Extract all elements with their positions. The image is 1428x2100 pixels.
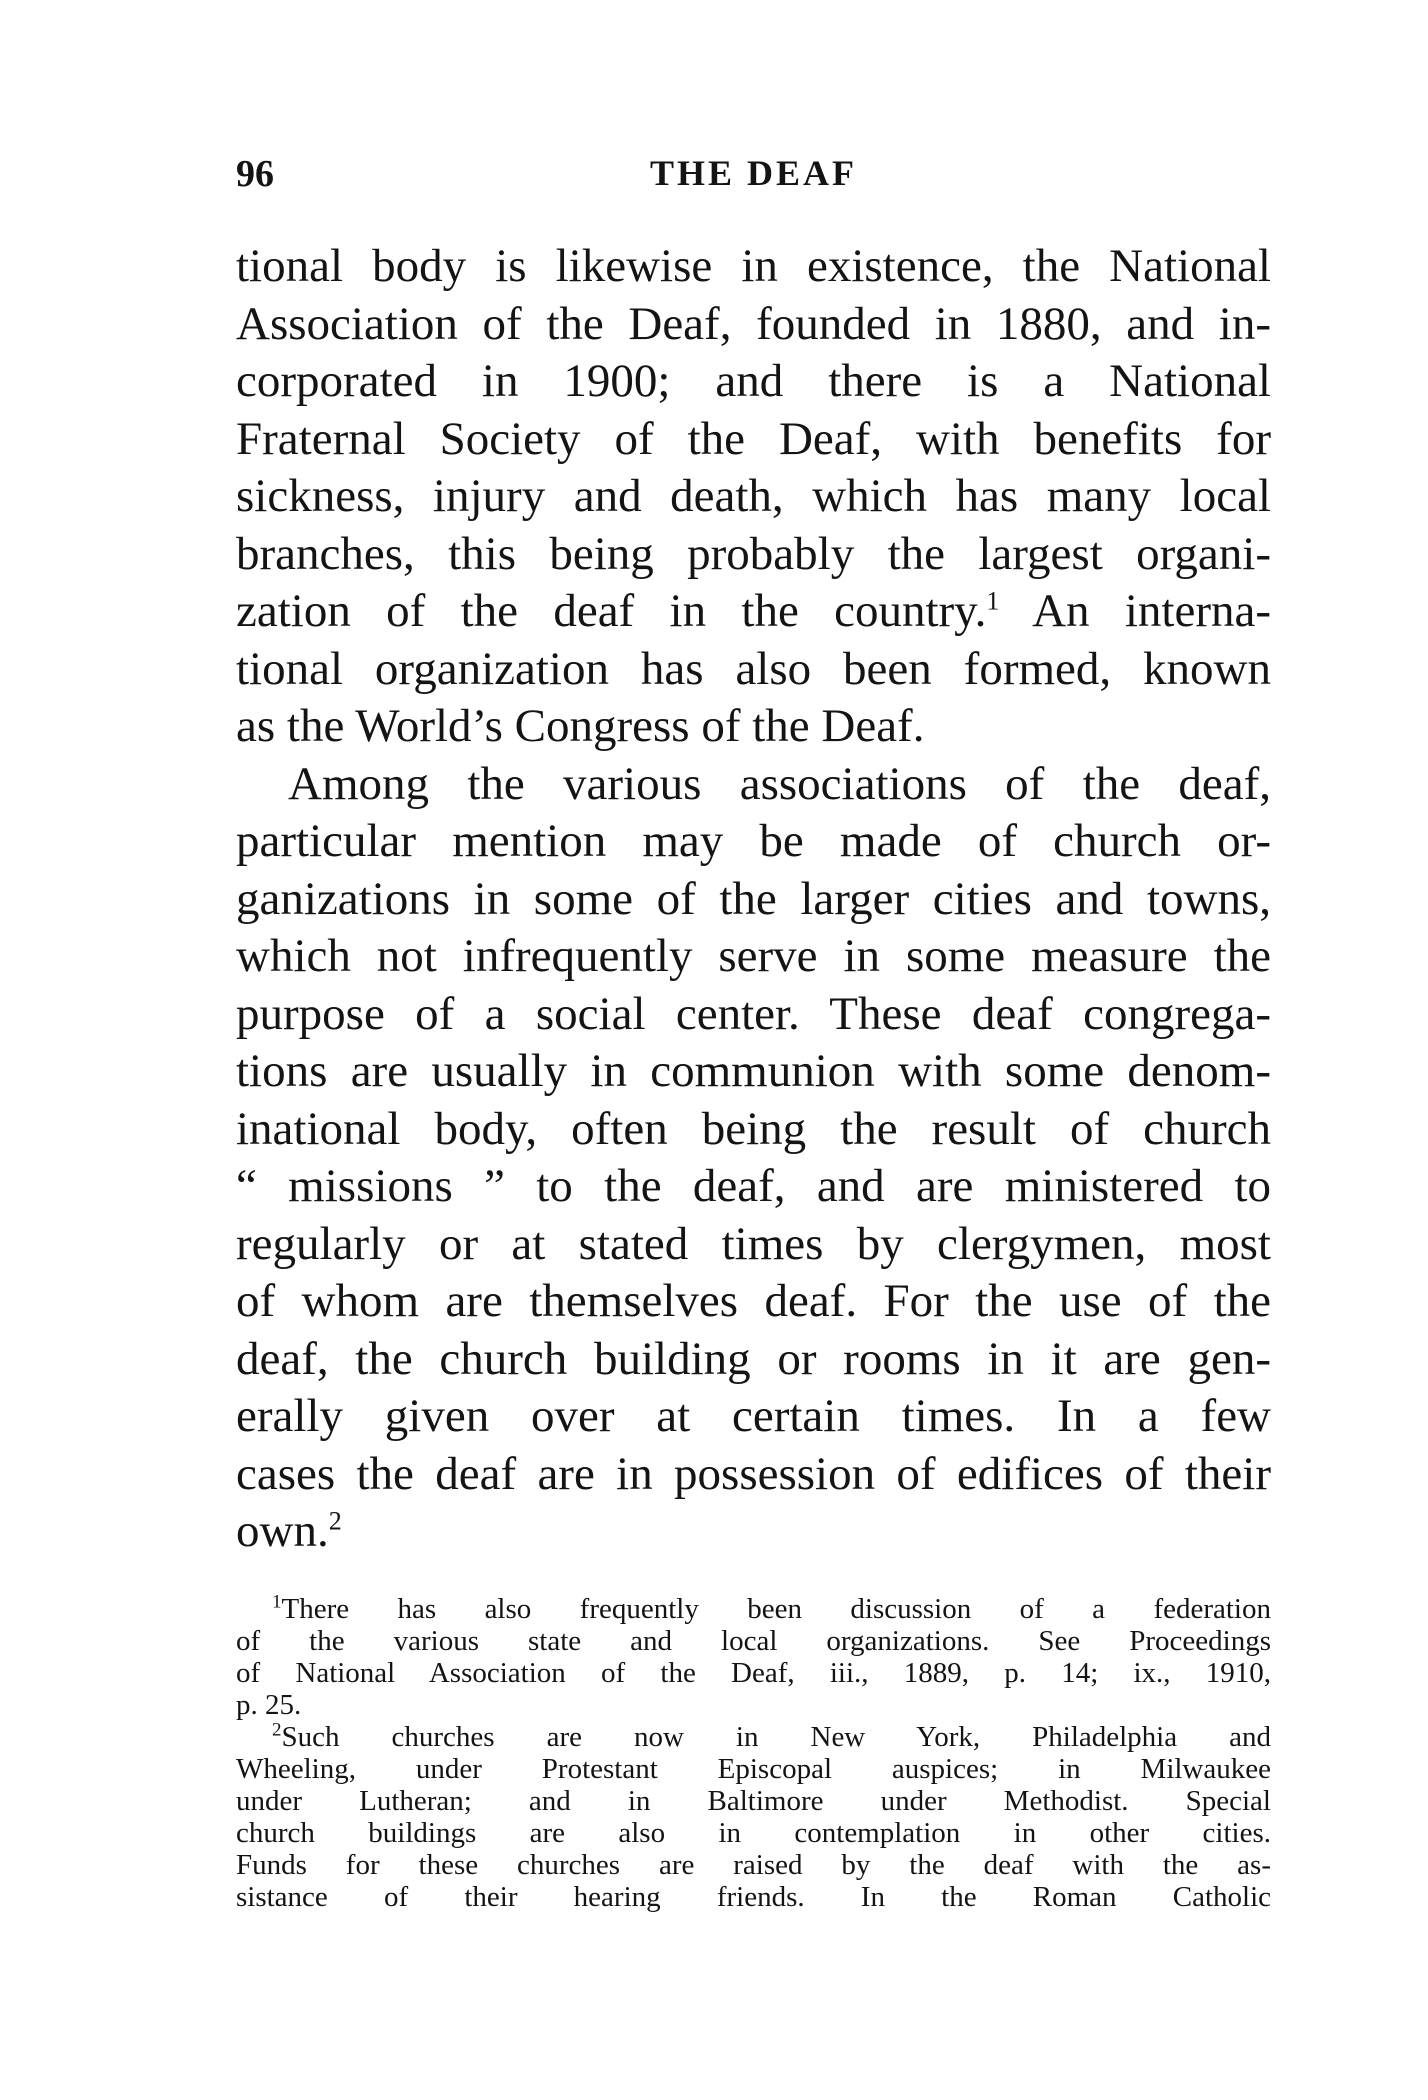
body-line: regularly or at stated times by clergymen, most bbox=[236, 1217, 1271, 1270]
body-line: sickness, injury and death, which has many local bbox=[236, 470, 1271, 522]
body-line-part: zation of the deaf in the country. bbox=[236, 585, 987, 637]
paragraph-start-line: Among the various associations of the deaf, bbox=[288, 757, 1271, 810]
footnote-1-marker: 1 bbox=[272, 1591, 282, 1613]
body-text bbox=[236, 238, 1271, 1561]
body-line-part: own. bbox=[236, 1505, 329, 1557]
body-line: branches, this being probably the largest organi- bbox=[236, 527, 1271, 580]
footnote-2-line bbox=[236, 1721, 1271, 1753]
page-number: 96 bbox=[236, 153, 274, 195]
body-line: tional organization has also been formed, known bbox=[236, 642, 1271, 695]
body-line: Association of the Deaf, founded in 1880, and in- bbox=[236, 297, 1271, 350]
footnote-2-line: under Lutheran; and in Baltimore under Methodist. Special bbox=[236, 1785, 1271, 1817]
footnote-1-line: p. 25. bbox=[236, 1689, 302, 1721]
body-line-part: An interna- bbox=[999, 585, 1271, 637]
footnotes bbox=[236, 1593, 1271, 1913]
body-line: which not infrequently serve in some measure the bbox=[236, 930, 1271, 982]
body-line: tional body is likewise in existence, the National bbox=[236, 240, 1271, 292]
body-line: deaf, the church building or rooms in it are gen- bbox=[236, 1332, 1271, 1385]
running-title: THE DEAF bbox=[649, 153, 858, 193]
body-line: tions are usually in communion with some denom- bbox=[236, 1045, 1271, 1097]
body-line: “ missions ” to the deaf, and are ministered to bbox=[236, 1160, 1271, 1212]
body-line: cases the deaf are in possession of edifices of their bbox=[236, 1447, 1271, 1500]
footnote-1-line: of the various state and local organizations. See Proceedings bbox=[236, 1625, 1271, 1657]
body-line: inational body, often being the result of church bbox=[236, 1102, 1271, 1155]
footnote-2-line: Funds for these churches are raised by the deaf with the as- bbox=[236, 1849, 1271, 1881]
footnote-1-text: There has also frequently been discussion of a federation bbox=[281, 1593, 1271, 1625]
running-head bbox=[236, 152, 1271, 208]
body-line: Fraternal Society of the Deaf, with benefits for bbox=[236, 412, 1271, 465]
body-line bbox=[236, 583, 1271, 641]
body-line: ganizations in some of the larger cities and towns, bbox=[236, 872, 1271, 925]
footnote-2-text: Such churches are now in New York, Philadelphia and bbox=[281, 1721, 1271, 1753]
footnote-2-line: church buildings are also in contemplation in other cities. bbox=[236, 1817, 1271, 1849]
footnote-2-line: sistance of their hearing friends. In the Roman Catholic bbox=[236, 1881, 1271, 1913]
body-line bbox=[236, 1503, 1271, 1561]
footnote-ref-1: 1 bbox=[986, 586, 1000, 616]
footnote-2-marker: 2 bbox=[272, 1719, 282, 1741]
body-line: of whom are themselves deaf. For the use of the bbox=[236, 1275, 1271, 1327]
body-line: corporated in 1900; and there is a National bbox=[236, 355, 1271, 407]
body-line: as the World’s Congress of the Deaf. bbox=[236, 700, 925, 752]
body-line: erally given over at certain times. In a few bbox=[236, 1390, 1271, 1442]
footnote-2-line: Wheeling, under Protestant Episcopal auspices; in Milwaukee bbox=[236, 1753, 1271, 1785]
body-line: purpose of a social center. These deaf congrega- bbox=[236, 987, 1271, 1040]
footnote-1-line bbox=[236, 1593, 1271, 1625]
footnote-ref-2: 2 bbox=[328, 1506, 342, 1536]
body-line: particular mention may be made of church or- bbox=[236, 815, 1271, 867]
footnote-1-line: of National Association of the Deaf, iii., 1889, p. 14; ix., 1910, bbox=[236, 1657, 1271, 1689]
